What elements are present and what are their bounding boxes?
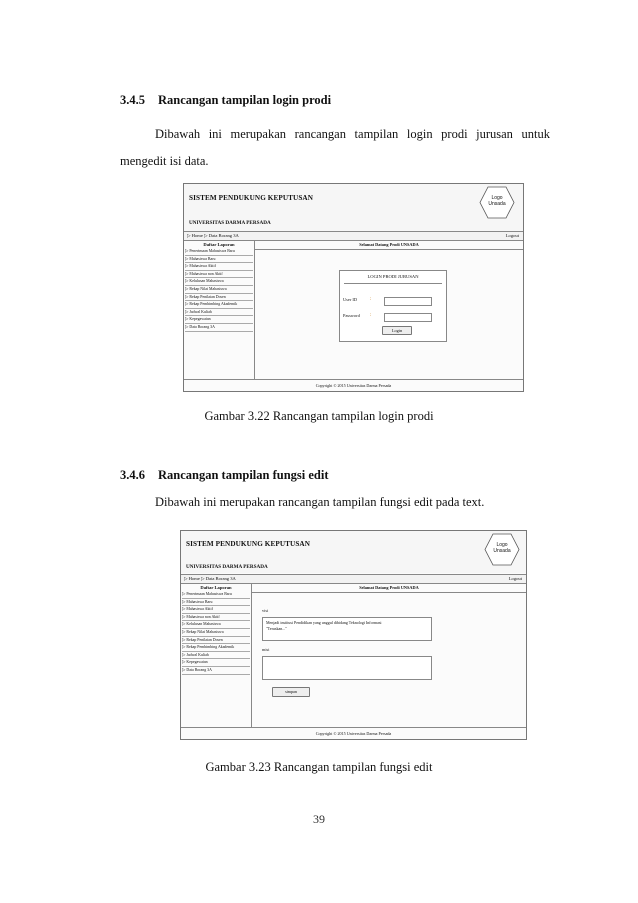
triangle-icon: ▷ — [182, 598, 186, 604]
triangle-icon: ▷ — [185, 293, 189, 299]
triangle-icon: ▷ — [185, 270, 189, 276]
section-number: 3.4.5 — [120, 93, 145, 107]
misi-label: misi — [262, 647, 270, 652]
mock-header — [181, 531, 526, 573]
logo-line1: Logo — [491, 195, 503, 201]
main-content — [252, 583, 526, 727]
sidebar-menu — [184, 240, 255, 379]
sidebar-title: Daftar Laporan — [203, 242, 235, 247]
university-name: UNIVERSITAS DARMA PERSADA — [189, 220, 271, 226]
triangle-icon: ▷ — [182, 666, 186, 672]
page-number: 39 — [313, 812, 325, 826]
visi-text-line2: "Teruskan..." — [266, 626, 287, 631]
visi-label: visi — [262, 608, 269, 613]
paragraph-2: Dibawah ini merupakan rancangan tampilan fungsi edit pada text. — [155, 495, 485, 509]
sidebar-item[interactable]: ▷Jadwal Kuliah — [182, 652, 250, 660]
sidebar-item[interactable]: ▷Data Borang 3A — [182, 667, 250, 675]
triangle-icon: ▷ — [185, 301, 189, 307]
sidebar-item[interactable]: ▷Penerimaan Mahasiswa Baru — [182, 591, 250, 599]
edit-mockup-figure — [180, 530, 527, 740]
logo-line1: Logo — [496, 542, 508, 548]
colon: : — [370, 297, 372, 302]
triangle-icon: ▷ — [182, 621, 186, 627]
triangle-icon: ▷ — [182, 636, 186, 642]
sidebar-item[interactable]: ▷Rekap Pembimbing Akademik — [182, 644, 250, 652]
welcome-text: Selamat Datang Prodi UNSADA — [252, 583, 526, 593]
triangle-icon: ▷ — [182, 628, 186, 634]
sidebar-item[interactable]: ▷Mahasiswa Aktif — [182, 606, 250, 614]
triangle-icon: ▷ — [185, 263, 189, 269]
login-button[interactable]: Login — [382, 326, 412, 335]
figure-caption-1: Gambar 3.22 Rancangan tampilan login prodi — [204, 409, 434, 423]
login-mockup-figure — [183, 183, 524, 392]
sidebar-menu — [181, 583, 252, 727]
misi-textarea[interactable] — [262, 656, 432, 680]
triangle-icon: ▷ — [182, 613, 186, 619]
sidebar-item[interactable]: ▷Mahasiswa Baru — [185, 256, 253, 264]
triangle-icon: ▷ — [182, 644, 186, 650]
visi-text-line1: Menjadi institusi Pendidikan yang unggul dibidang Teknologi Informasi — [266, 620, 382, 625]
sidebar-item[interactable]: ▷Rekap Penilaian Dosen — [182, 637, 250, 645]
app-title: SISTEM PENDUKUNG KEPUTUSAN — [189, 194, 314, 202]
mock-footer: Copyright © 2015 Universitas Darma Persada — [184, 379, 523, 391]
sidebar-item[interactable]: ▷Rekap Penilaian Dosen — [185, 294, 253, 302]
triangle-icon: ▷ — [185, 308, 189, 314]
triangle-icon: ▷ — [182, 591, 186, 596]
sidebar-title: Daftar Laporan — [200, 585, 232, 590]
section-title: Rancangan tampilan fungsi edit — [158, 468, 329, 482]
sidebar-item[interactable]: ▷Rekap Pembimbing Akademik — [185, 301, 253, 309]
triangle-icon: ▷ — [185, 248, 189, 253]
app-title: SISTEM PENDUKUNG KEPUTUSAN — [186, 540, 311, 548]
figure-caption-2: Gambar 3.23 Rancangan tampilan fungsi edit — [205, 760, 433, 774]
sidebar-item[interactable]: ▷Mahasiswa Baru — [182, 599, 250, 607]
triangle-icon: ▷ — [182, 659, 186, 665]
triangle-icon: ▷ — [185, 316, 189, 322]
triangle-icon: ▷ — [182, 606, 186, 612]
triangle-icon: ▷ — [185, 278, 189, 284]
mock-header — [184, 184, 523, 233]
logout-link[interactable]: Logout — [505, 233, 519, 238]
colon: : — [370, 313, 372, 318]
breadcrumb[interactable]: ▷ Home ▷ Data Borang 3A — [187, 233, 239, 238]
login-box — [339, 270, 447, 342]
visi-textarea[interactable] — [262, 617, 432, 641]
section-number: 3.4.6 — [120, 468, 145, 482]
paragraph-line-2: mengedit isi data. — [120, 154, 209, 168]
section-title: Rancangan tampilan login prodi — [158, 93, 332, 107]
sidebar-item[interactable]: ▷Kepegawaian — [182, 659, 250, 667]
login-box-title: LOGIN PRODI JURUSAN — [367, 274, 419, 279]
mock-footer: Copyright © 2015 Universitas Darma Persada — [181, 727, 526, 739]
triangle-icon: ▷ — [185, 285, 189, 291]
logo-line2: Unsada — [493, 548, 511, 554]
logo-line2: Unsada — [488, 201, 506, 207]
triangle-icon: ▷ — [182, 651, 186, 657]
logo-icon — [479, 186, 515, 219]
password-input[interactable] — [384, 313, 432, 322]
sidebar-item[interactable]: ▷Penerimaan Mahasiswa Baru — [185, 248, 253, 256]
sidebar-item[interactable]: ▷Mahasiswa non Aktif — [182, 614, 250, 622]
sidebar-item[interactable]: ▷Mahasiswa non Aktif — [185, 271, 253, 279]
section-heading-346 — [120, 468, 329, 483]
divider — [344, 283, 442, 284]
sidebar-item[interactable]: ▷Rekap Nilai Mahasiswa — [182, 629, 250, 637]
sidebar-item[interactable]: ▷Rekap Nilai Mahasiswa — [185, 286, 253, 294]
password-label: Password — [343, 313, 360, 318]
user-id-input[interactable] — [384, 297, 432, 306]
sidebar-item[interactable]: ▷Kelulusan Mahasiswa — [182, 621, 250, 629]
breadcrumb[interactable]: ▷ Home ▷ Data Borang 3A — [184, 576, 236, 581]
triangle-icon: ▷ — [185, 323, 189, 329]
section-heading-345 — [120, 93, 331, 108]
paragraph-line-1: Dibawah ini merupakan rancangan tampilan login prodi jurusan untuk — [155, 127, 550, 141]
save-button[interactable]: simpan — [272, 687, 310, 697]
sidebar-item[interactable]: ▷Kelulusan Mahasiswa — [185, 278, 253, 286]
sidebar-item[interactable]: ▷Kepegawaian — [185, 316, 253, 324]
university-name: UNIVERSITAS DARMA PERSADA — [186, 564, 268, 570]
sidebar-item[interactable]: ▷Mahasiswa Aktif — [185, 263, 253, 271]
logo-icon — [484, 533, 520, 566]
logout-link[interactable]: Logout — [508, 576, 522, 581]
user-id-label: User ID — [343, 297, 358, 302]
sidebar-item[interactable]: ▷Data Borang 3A — [185, 324, 253, 332]
main-content — [255, 240, 523, 379]
sidebar-item[interactable]: ▷Jadwal Kuliah — [185, 309, 253, 317]
triangle-icon: ▷ — [185, 255, 189, 261]
welcome-text: Selamat Datang Prodi UNSADA — [255, 240, 523, 250]
